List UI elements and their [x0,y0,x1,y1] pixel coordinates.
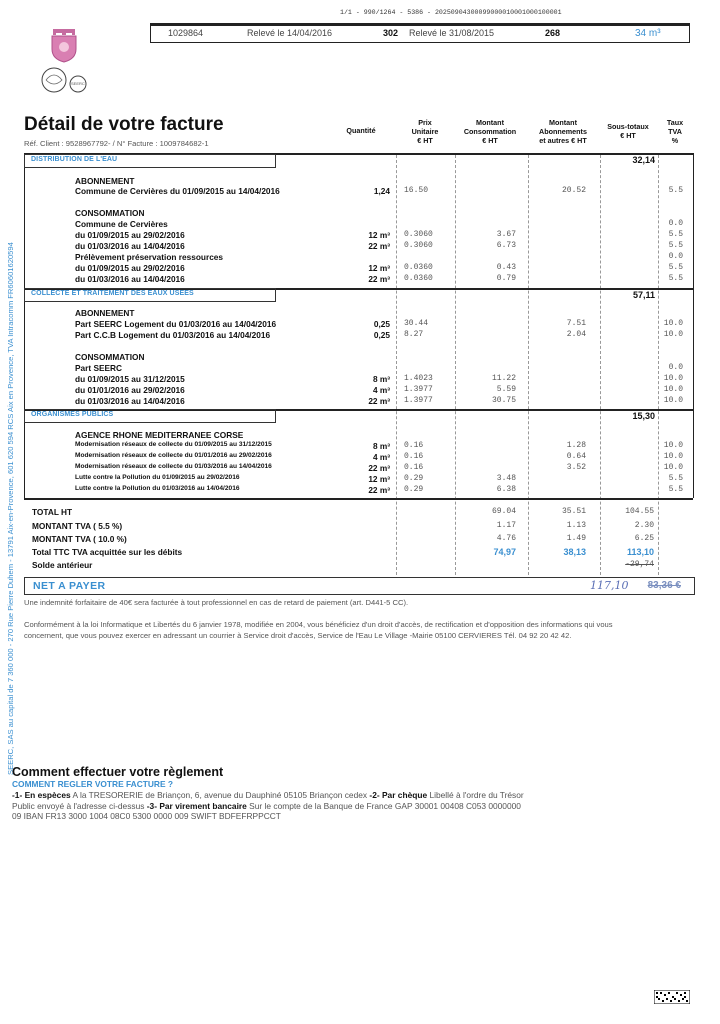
line-vat-rate: 10.0 [663,385,683,394]
header-subscription-amount: Montant Abonnements et autres € HT [539,118,587,145]
total-label: MONTANT TVA ( 10.0 %) [32,534,127,544]
line-vat-rate: 5.5 [668,230,683,239]
total-label: TOTAL HT [32,507,73,517]
section-collecte-subtotal: 57,11 [632,290,655,300]
total-subscription: 38,13 [563,547,586,557]
company-logo [40,66,92,100]
line-label: CONSOMMATION [75,352,145,362]
line-vat-rate: 10.0 [663,319,683,328]
section-distribution-label: DISTRIBUTION DE L'EAU [31,156,118,163]
line-quantity: 8 m³ [372,374,390,384]
meter-reading-box [150,23,690,43]
line-label: Modernisation réseaux de collecte du 01/03/2016 au 14/04/2016 [75,463,272,470]
total-subtotal: 2.30 [634,521,654,530]
total-subscription: 1.13 [566,521,586,530]
total-subscription: 1.49 [566,534,586,543]
total-consumption: 69.04 [491,507,516,516]
line-quantity: 22 m³ [368,396,390,406]
line-subscription-amount: 3.52 [566,463,586,472]
line-unit-price: 0.0360 [404,274,433,283]
line-unit-price: 0.16 [404,441,424,450]
line-vat-rate: 5.5 [668,186,683,195]
line-label: AGENCE RHONE MEDITERRANEE CORSE [75,430,244,440]
line-label: Modernisation réseaux de collecte du 01/01/2016 au 29/02/2016 [75,452,272,459]
line-consumption-amount: 3.67 [496,230,516,239]
line-quantity: 12 m³ [368,263,390,273]
net-to-pay-label: NET A PAYER [33,580,106,592]
coat-of-arms-logo [50,29,78,63]
total-label: Total TTC TVA acquittée sur les débits [32,547,183,557]
line-unit-price: 0.3060 [404,230,433,239]
line-vat-rate: 5.5 [668,485,683,494]
line-unit-price: 0.16 [404,463,424,472]
line-label: Part SEERC Logement du 01/03/2016 au 14/04/2016 [75,319,277,329]
line-vat-rate: 10.0 [663,441,683,450]
table-right-border [693,153,694,498]
line-label: ABONNEMENT [75,308,135,318]
total-subtotal: 113,10 [626,547,654,557]
line-quantity: 4 m³ [372,452,390,462]
total-subtotal: -29,74 [625,560,654,569]
section-collecte [24,288,276,302]
line-unit-price: 0.0360 [404,263,433,272]
line-subscription-amount: 1.28 [566,441,586,450]
line-label: du 01/03/2016 au 14/04/2016 [75,274,185,284]
line-quantity: 0,25 [373,330,390,340]
line-consumption-amount: 30.75 [491,396,516,405]
line-consumption-amount: 0.79 [496,274,516,283]
reading-date-previous: Relevé le 31/08/2015 [409,28,495,38]
line-unit-price: 1.4023 [404,374,433,383]
line-subscription-amount: 7.51 [566,319,586,328]
line-unit-price: 1.3977 [404,396,433,405]
line-consumption-amount: 6.38 [496,485,516,494]
late-payment-notice: Une indemnité forfaitaire de 40€ sera facturée à tout professionnel en cas de retard de paiement (art. D441-5 CC). [24,598,409,607]
company-logo-text: SEERC [71,81,85,86]
payment-instructions: -1- En espèces A la TRESORERIE de Briançon, 6, avenue du Dauphiné 05105 Briançon cedex -2- Par chèque Libellé à l'ordre du Trésor Public envoyé à l'adresse ci-dessus -3- Par virement bancaire Sur le compte de la Banque de France GAP 30001 00408 C053 0000000 09 IBAN FR13 3000 1004 08C0 5300 0000 009 SWIFT BDFEFRPPCCT [12,790,524,821]
line-vat-rate: 5.5 [668,263,683,272]
total-subtotal: 104.55 [625,507,654,516]
line-consumption-amount: 11.22 [491,374,516,383]
line-vat-rate: 10.0 [663,452,683,461]
line-label: Part C.C.B Logement du 01/03/2016 au 14/04/2016 [75,330,271,340]
header-quantity: Quantité [346,126,376,135]
total-consumption: 74,97 [493,547,516,557]
line-label: Lutte contre la Pollution du 01/03/2016 au 14/04/2016 [75,485,240,492]
section-organismes [24,409,276,423]
line-vat-rate: 5.5 [668,241,683,250]
line-quantity: 0,25 [373,319,390,329]
line-quantity: 1,24 [373,186,390,196]
line-vat-rate: 0.0 [668,219,683,228]
line-label: du 01/03/2016 au 14/04/2016 [75,396,185,406]
document-reference: 1/1 - 990/1264 - 5386 - 20250904300099000010001000100001 [340,9,562,16]
total-consumption: 4.76 [496,534,516,543]
line-label: Commune de Cervières du 01/09/2015 au 14/04/2016 [75,186,280,196]
line-quantity: 22 m³ [368,241,390,251]
page-title: Détail de votre facture [24,114,224,135]
line-label: CONSOMMATION [75,208,145,218]
line-label: du 01/09/2015 au 31/12/2015 [75,374,185,384]
line-label: Commune de Cervières [75,219,168,229]
line-unit-price: 30.44 [404,319,429,328]
line-subscription-amount: 20.52 [561,186,586,195]
section-distribution-subtotal: 32,14 [632,155,655,165]
section-collecte-label: COLLECTE ET TRAITEMENT DES EAUX USEES [31,290,194,297]
line-label: Lutte contre la Pollution du 01/09/2015 au 29/02/2016 [75,474,240,481]
line-label: du 01/09/2015 au 29/02/2016 [75,263,185,273]
meter-id: 1029864 [168,28,204,38]
line-label: Modernisation réseaux de collecte du 01/09/2015 au 31/12/2015 [75,441,272,448]
line-vat-rate: 10.0 [663,396,683,405]
line-unit-price: 8.27 [404,330,424,339]
total-consumption: 1.17 [496,521,516,530]
line-vat-rate: 0.0 [668,252,683,261]
header-unit-price: Prix Unitaire € HT [411,118,439,145]
total-subtotal: 6.25 [634,534,654,543]
line-vat-rate: 5.5 [668,274,683,283]
section-organismes-label: ORGANISMES PUBLICS [31,411,114,418]
line-quantity: 22 m³ [368,485,390,495]
total-label: MONTANT TVA ( 5.5 %) [32,521,123,531]
line-quantity: 4 m³ [372,385,390,395]
total-subscription: 35.51 [561,507,586,516]
line-consumption-amount: 5.59 [496,385,516,394]
line-vat-rate: 10.0 [663,374,683,383]
total-label: Solde antérieur [32,560,93,570]
line-quantity: 12 m³ [368,474,390,484]
index-previous: 268 [545,28,561,38]
header-subtotals: Sous-totaux € HT [607,122,649,140]
line-unit-price: 16.50 [404,186,429,195]
line-quantity: 12 m³ [368,230,390,240]
line-unit-price: 1.3977 [404,385,433,394]
line-vat-rate: 5.5 [668,474,683,483]
client-reference: Réf. Client : 9528967792- / N° Facture : 1009784682-1 [24,139,209,148]
datamatrix-code [654,990,690,1004]
line-quantity: 22 m³ [368,463,390,473]
index-current: 302 [383,28,399,38]
line-unit-price: 0.16 [404,452,424,461]
line-vat-rate: 10.0 [663,463,683,472]
line-label: ABONNEMENT [75,176,135,186]
line-label: du 01/09/2015 au 29/02/2016 [75,230,185,240]
handwritten-amount: 117,10 [590,579,629,592]
line-subscription-amount: 0.64 [566,452,586,461]
line-vat-rate: 0.0 [668,363,683,372]
line-label: Part SEERC [75,363,123,373]
table-left-border [24,153,25,498]
company-legal-side-text: SEERC, SAS au capital de 7 360 000 - 270 Rue Pierre Duhem - 13791 Aix-en-Provence, 601 620 594 RCS Aix en Provence, TVA Intracomm FR60601620594 [6,242,15,775]
net-to-pay-box [24,577,695,595]
line-unit-price: 0.29 [404,474,424,483]
line-vat-rate: 10.0 [663,330,683,339]
payment-title: Comment effectuer votre règlement [12,765,224,779]
line-quantity: 22 m³ [368,274,390,284]
line-unit-price: 0.29 [404,485,424,494]
header-consumption-amount: Montant Consommation € HT [463,118,517,145]
payment-subtitle: COMMENT REGLER VOTRE FACTURE ? [12,779,173,789]
line-subscription-amount: 2.04 [566,330,586,339]
section-distribution [24,154,276,168]
section-organismes-subtotal: 15,30 [632,411,655,421]
line-consumption-amount: 3.48 [496,474,516,483]
line-consumption-amount: 6.73 [496,241,516,250]
line-label: du 01/01/2016 au 29/02/2016 [75,385,185,395]
net-to-pay-amount: 83,36 € [647,580,681,591]
line-label: du 01/03/2016 au 14/04/2016 [75,241,185,251]
line-unit-price: 0.3060 [404,241,433,250]
line-quantity: 8 m³ [372,441,390,451]
consumption-volume: 34 m³ [635,28,661,39]
line-consumption-amount: 0.43 [496,263,516,272]
privacy-notice: Conformément à la loi Informatique et Libertés du 6 janvier 1978, modifiée en 2004, vous bénéficiez d'un droit d'accès, de rectification et d'opposition des informations qui vous concernent, que vous pouvez exercer en adressant un courrier à Service droit d'accès, Service de l'Eau Le Village -Mairie 05100 CERVIERES Tél. 04 92 20 42 42. [24,620,613,640]
header-vat-rate: Taux TVA % [666,118,684,145]
line-label: Prélèvement préservation ressources [75,252,224,262]
reading-date-current: Relevé le 14/04/2016 [247,28,333,38]
